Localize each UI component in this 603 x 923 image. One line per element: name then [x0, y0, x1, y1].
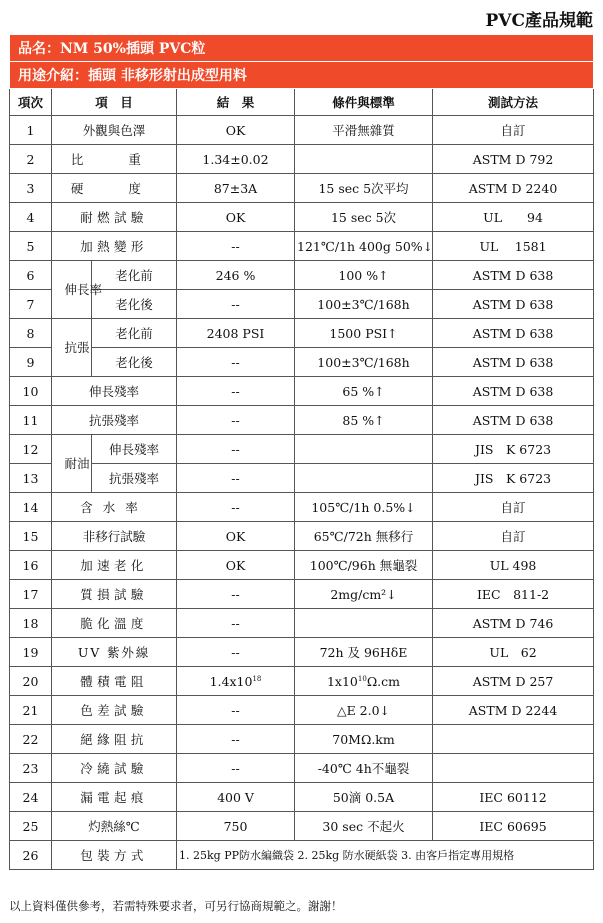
row-method [433, 754, 594, 783]
row-result: -- [177, 609, 295, 638]
row-item: 非移行試驗 [52, 522, 177, 551]
row-item: 絕緣阻抗 [52, 725, 177, 754]
row-no: 18 [10, 609, 52, 638]
row-method: 自訂 [433, 116, 594, 145]
header-item: 項 目 [52, 89, 177, 116]
row-item: 體積電阻 [52, 667, 177, 696]
row-no: 12 [10, 435, 52, 464]
row-condition: 30 sec 不起火 [295, 812, 433, 841]
row-item: 硬 度 [52, 174, 177, 203]
row-condition: $1x10^{10}\Omega.cm$ [295, 667, 433, 696]
row-no: 13 [10, 464, 52, 493]
row-item: 質損試驗 [52, 580, 177, 609]
row-no: 14 [10, 493, 52, 522]
row-result: -- [177, 464, 295, 493]
row-no: 26 [10, 841, 52, 870]
row-result: 246 % [177, 261, 295, 290]
header-result: 結 果 [177, 89, 295, 116]
row-condition: -40℃ 4h不龜裂 [295, 754, 433, 783]
row-item: UV 紫外線 [52, 638, 177, 667]
row-result: -- [177, 406, 295, 435]
row-subitem: 老化前 [92, 319, 177, 348]
row-condition: 2mg/cm²↓ [295, 580, 433, 609]
row-condition: 72h 及 96HδE [295, 638, 433, 667]
row-item: 冷繞試驗 [52, 754, 177, 783]
row-result: -- [177, 580, 295, 609]
usage-banner: 用途介紹：插頭 非移形射出成型用料 [10, 62, 594, 89]
row-result: 2408 PSI [177, 319, 295, 348]
row-result: OK [177, 203, 295, 232]
row-condition: 65 %↑ [295, 377, 433, 406]
row-item: 包裝方式 [52, 841, 177, 870]
row-condition: 100 %↑ [295, 261, 433, 290]
row-method: ASTM D 2244 [433, 696, 594, 725]
row-item: 伸長殘率 [52, 377, 177, 406]
row-no: 10 [10, 377, 52, 406]
row-item: 比 重 [52, 145, 177, 174]
row-result: -- [177, 348, 295, 377]
row-method [433, 725, 594, 754]
row-no: 11 [10, 406, 52, 435]
row-result: OK [177, 522, 295, 551]
table-row [10, 725, 594, 754]
row-condition [295, 464, 433, 493]
row-item: 漏電起痕 [52, 783, 177, 812]
row-item: 含水率 [52, 493, 177, 522]
row-condition [295, 435, 433, 464]
table-row [10, 377, 594, 406]
row-condition: 1500 PSI↑ [295, 319, 433, 348]
row-no: 23 [10, 754, 52, 783]
row-method: ASTM D 638 [433, 319, 594, 348]
row-method: UL 94 [433, 203, 594, 232]
row-item: 外觀與色澤 [52, 116, 177, 145]
product-name-banner: 品名：NM 50%插頭 PVC粒 [10, 35, 594, 62]
table-row [10, 261, 594, 290]
row-result: -- [177, 435, 295, 464]
row-no: 3 [10, 174, 52, 203]
row-subitem: 伸長殘率 [92, 435, 177, 464]
row-method: ASTM D 638 [433, 261, 594, 290]
footer-note: 以上資料僅供參考，若需特殊要求者，可另行協商規範之。謝謝！ [9, 899, 343, 913]
row-condition: 100±3℃/168h [295, 348, 433, 377]
header-condition: 條件與標準 [295, 89, 433, 116]
row-no: 6 [10, 261, 52, 290]
table-row [10, 232, 594, 261]
row-method: JIS K 6723 [433, 464, 594, 493]
row-result: -- [177, 638, 295, 667]
group-label-oil-resistance: 耐油 [52, 435, 92, 493]
table-row [10, 580, 594, 609]
row-item: 耐燃試驗 [52, 203, 177, 232]
row-condition: 100±3℃/168h [295, 290, 433, 319]
row-condition: 50滴 0.5A [295, 783, 433, 812]
row-condition: 105℃/1h 0.5%↓ [295, 493, 433, 522]
header-no: 項次 [10, 89, 52, 116]
row-result: $1.4x10^{18}$ [177, 667, 295, 696]
row-subitem: 老化後 [92, 348, 177, 377]
row-condition [295, 609, 433, 638]
row-condition [295, 145, 433, 174]
table-row [10, 348, 594, 377]
table-row [10, 638, 594, 667]
table-row [10, 203, 594, 232]
row-method: IEC 811-2 [433, 580, 594, 609]
table-row [10, 522, 594, 551]
row-no: 9 [10, 348, 52, 377]
document-title: PVC產品規範 [485, 11, 593, 31]
row-packaging: 1. 25kg PP防水編織袋 2. 25kg 防水硬紙袋 3. 由客戶指定專用規格 [177, 841, 594, 870]
row-condition: 121℃/1h 400g 50%↓ [295, 232, 433, 261]
row-condition: 15 sec 5次 [295, 203, 433, 232]
row-method: ASTM D 638 [433, 377, 594, 406]
row-method: UL 498 [433, 551, 594, 580]
table-row [10, 493, 594, 522]
row-result: OK [177, 116, 295, 145]
row-method: ASTM D 792 [433, 145, 594, 174]
row-no: 24 [10, 783, 52, 812]
group-label-elongation: 伸長率 [52, 261, 92, 319]
row-method: ASTM D 2240 [433, 174, 594, 203]
row-result: -- [177, 232, 295, 261]
row-item: 加熱變形 [52, 232, 177, 261]
row-item: 加速老化 [52, 551, 177, 580]
row-result: -- [177, 725, 295, 754]
row-no: 20 [10, 667, 52, 696]
table-row [10, 174, 594, 203]
row-result: -- [177, 493, 295, 522]
row-method: UL 1581 [433, 232, 594, 261]
row-no: 1 [10, 116, 52, 145]
group-label-tensile: 抗張 [52, 319, 92, 377]
table-row [10, 812, 594, 841]
row-result: 87±3A [177, 174, 295, 203]
table-row [10, 609, 594, 638]
row-no: 4 [10, 203, 52, 232]
row-no: 2 [10, 145, 52, 174]
row-item: 灼熱絲℃ [52, 812, 177, 841]
row-condition: 100℃/96h 無龜裂 [295, 551, 433, 580]
row-item: 抗張殘率 [52, 406, 177, 435]
row-subitem: 老化後 [92, 290, 177, 319]
row-no: 19 [10, 638, 52, 667]
row-condition: 15 sec 5次平均 [295, 174, 433, 203]
table-row [10, 783, 594, 812]
table-row [10, 435, 594, 464]
row-condition: 70MΩ.km [295, 725, 433, 754]
row-result: OK [177, 551, 295, 580]
row-no: 22 [10, 725, 52, 754]
row-result: 400 V [177, 783, 295, 812]
row-no: 17 [10, 580, 52, 609]
row-result: -- [177, 696, 295, 725]
table-row [10, 145, 594, 174]
row-result: -- [177, 290, 295, 319]
row-result: 750 [177, 812, 295, 841]
row-no: 21 [10, 696, 52, 725]
row-method: IEC 60695 [433, 812, 594, 841]
row-no: 5 [10, 232, 52, 261]
row-result: 1.34±0.02 [177, 145, 295, 174]
row-subitem: 老化前 [92, 261, 177, 290]
header-row [10, 89, 594, 116]
table-row [10, 754, 594, 783]
row-condition: 平滑無雜質 [295, 116, 433, 145]
header-method: 測試方法 [433, 89, 594, 116]
table-row [10, 116, 594, 145]
row-item: 脆化溫度 [52, 609, 177, 638]
row-no: 7 [10, 290, 52, 319]
spec-table [9, 34, 594, 870]
row-item: 色差試驗 [52, 696, 177, 725]
row-condition: 65℃/72h 無移行 [295, 522, 433, 551]
row-method: ASTM D 638 [433, 406, 594, 435]
row-method: 自訂 [433, 522, 594, 551]
row-result: -- [177, 377, 295, 406]
row-method: UL 62 [433, 638, 594, 667]
row-method: ASTM D 638 [433, 290, 594, 319]
row-no: 16 [10, 551, 52, 580]
row-no: 15 [10, 522, 52, 551]
row-method: IEC 60112 [433, 783, 594, 812]
row-method: ASTM D 638 [433, 348, 594, 377]
table-row [10, 551, 594, 580]
table-row [10, 319, 594, 348]
row-method: ASTM D 257 [433, 667, 594, 696]
table-row [10, 696, 594, 725]
row-method: 自訂 [433, 493, 594, 522]
row-subitem: 抗張殘率 [92, 464, 177, 493]
row-no: 25 [10, 812, 52, 841]
row-method: ASTM D 746 [433, 609, 594, 638]
table-row [10, 667, 594, 696]
row-no: 8 [10, 319, 52, 348]
table-row [10, 406, 594, 435]
table-row [10, 464, 594, 493]
row-condition: △E 2.0↓ [295, 696, 433, 725]
row-method: JIS K 6723 [433, 435, 594, 464]
table-row [10, 841, 594, 870]
row-result: -- [177, 754, 295, 783]
row-condition: 85 %↑ [295, 406, 433, 435]
